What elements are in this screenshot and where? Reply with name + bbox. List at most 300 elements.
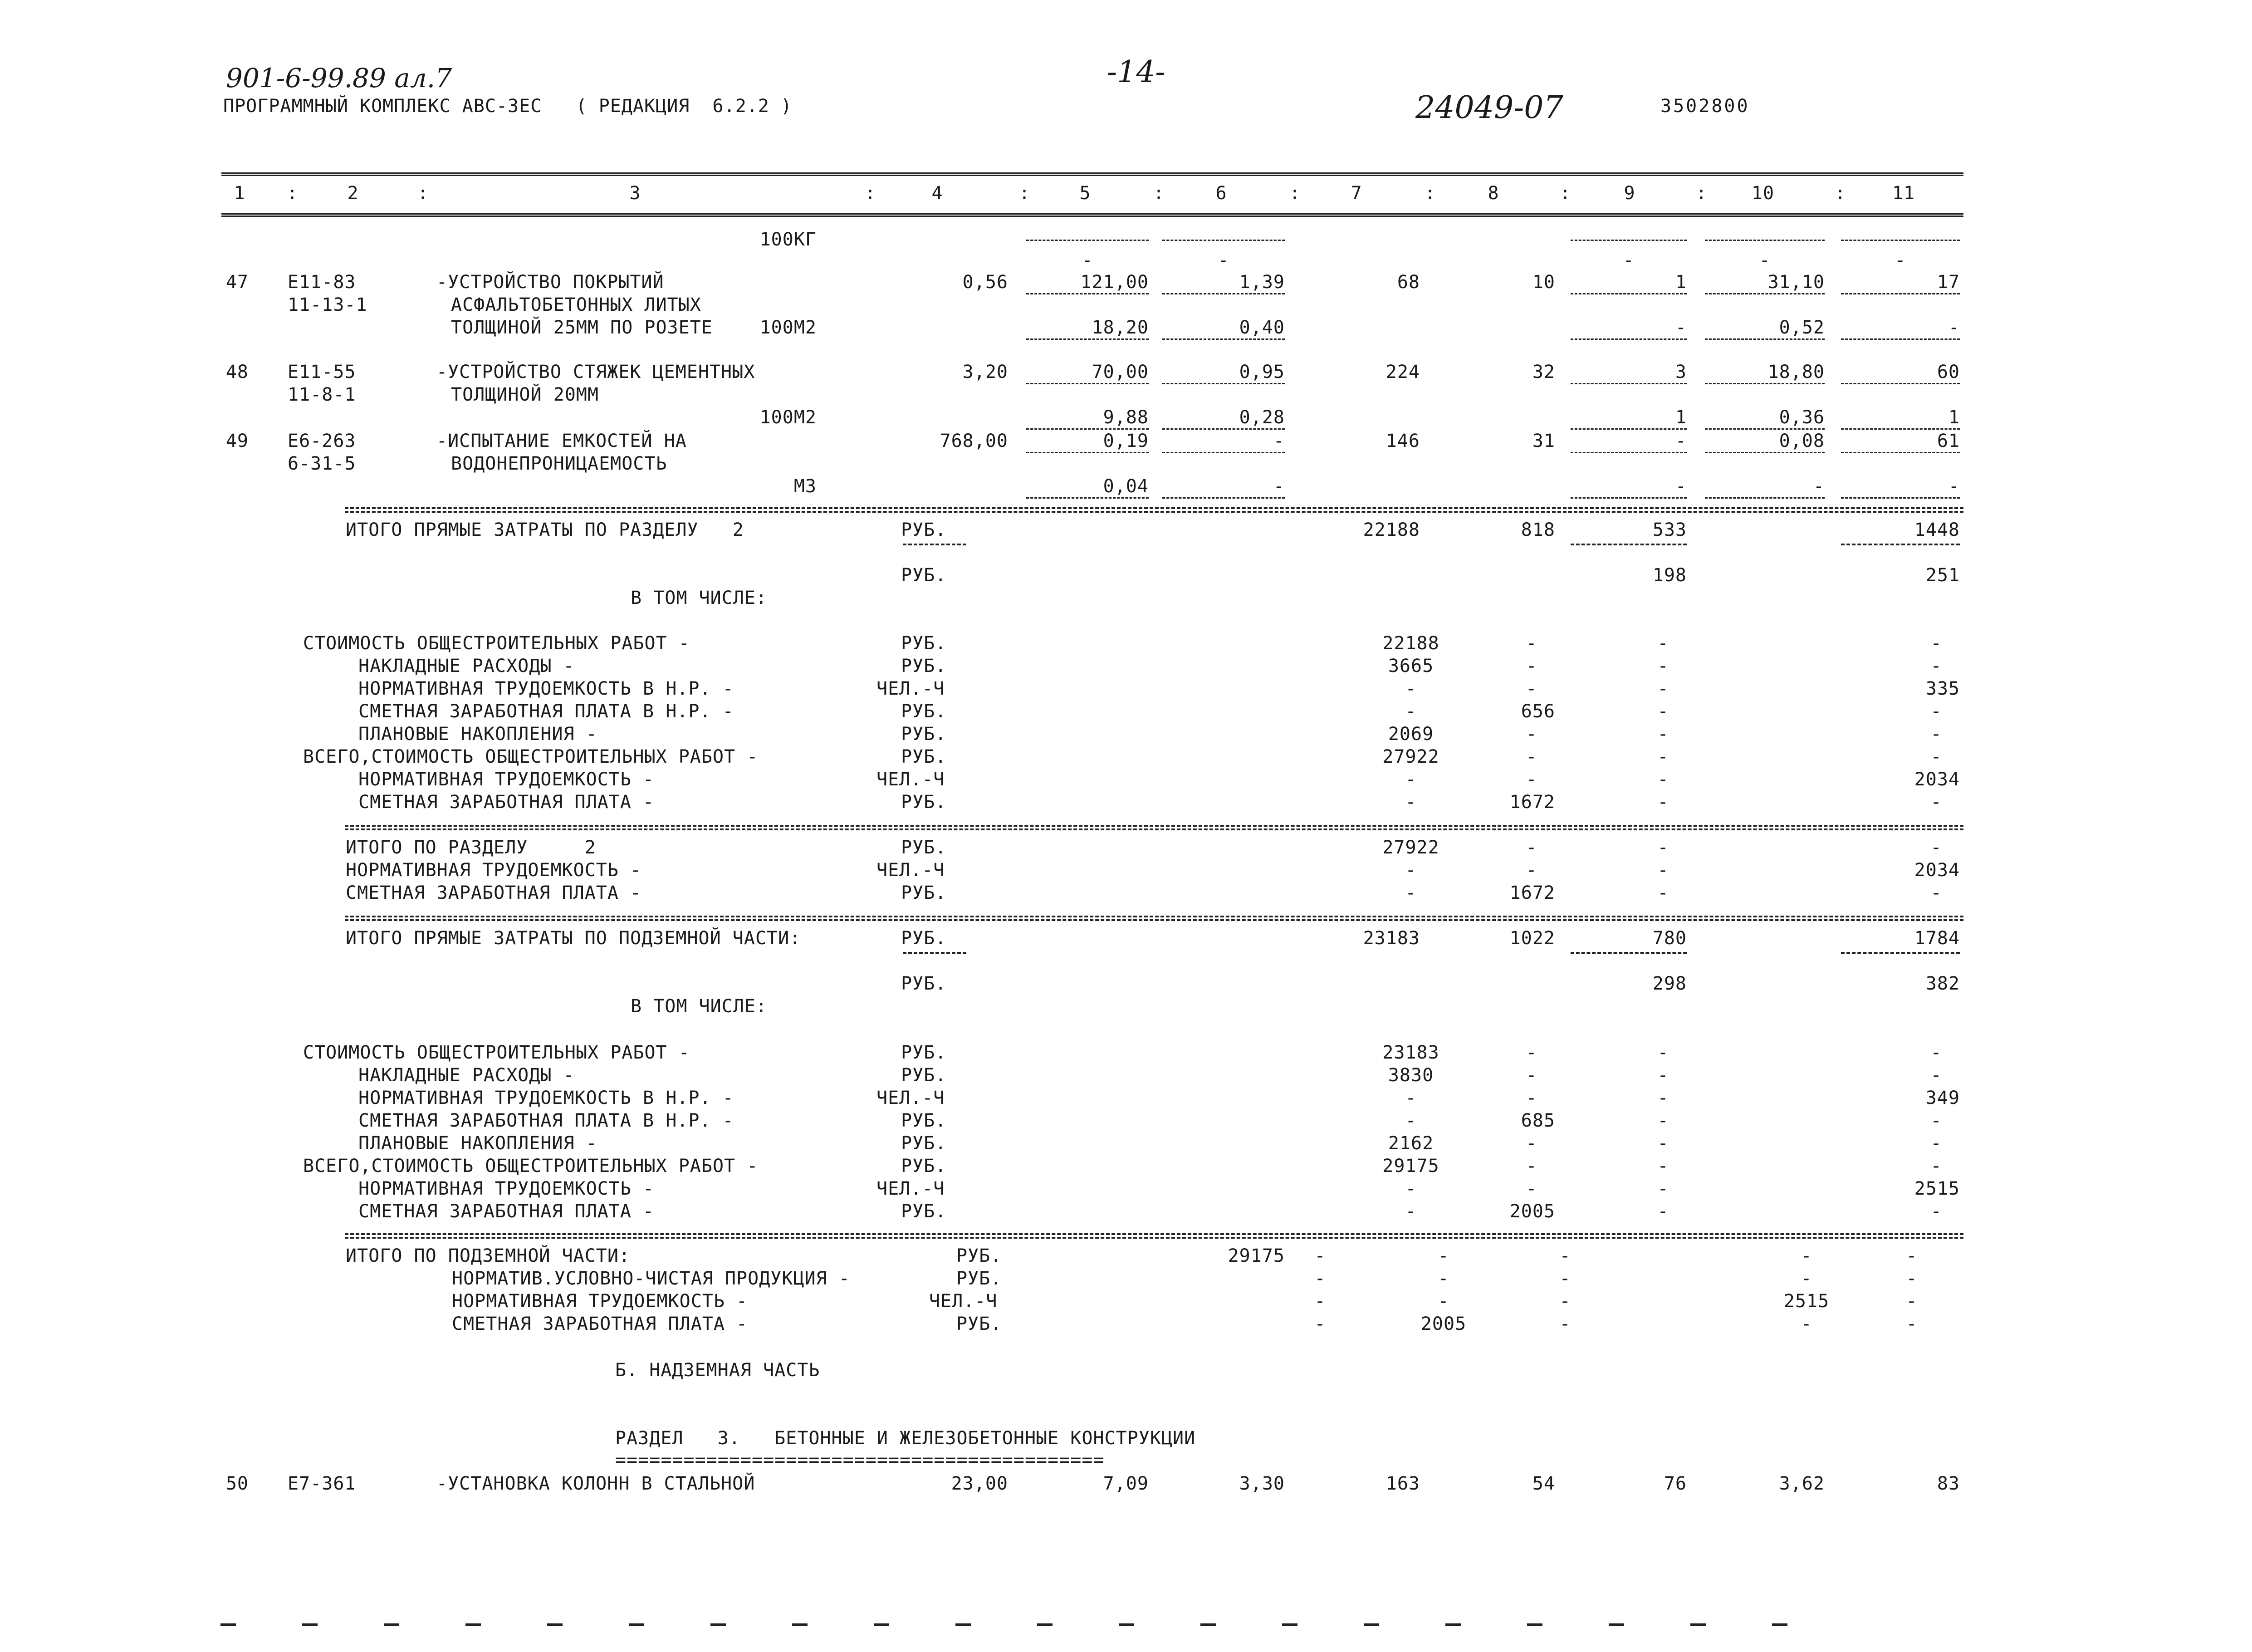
cell-value: 0,28 <box>1239 407 1285 428</box>
item-code: Е11-55 <box>288 362 356 382</box>
itogo-cell: - <box>1657 860 1669 881</box>
item-code: Е6-263 <box>288 431 356 451</box>
cell-rule <box>1026 428 1149 430</box>
itogo-cell: 2034 <box>1914 860 1960 881</box>
breakdown-unit: РУБ. <box>901 724 947 745</box>
cell-rule <box>1571 383 1687 384</box>
underground-total-cell: - <box>1906 1245 1918 1266</box>
breakdown-cell: - <box>1657 1178 1669 1199</box>
handwritten-number: 24049-07 <box>1415 90 1563 126</box>
breakdown-label: НОРМАТИВНАЯ ТРУДОЕМКОСТЬ В Н.Р. - <box>358 678 734 699</box>
column-separator: : <box>287 183 299 204</box>
cell-rule <box>1571 452 1687 453</box>
cell-value: - <box>1948 317 1960 338</box>
column-number-1: 1 <box>234 183 245 204</box>
item-description-line: ВОДОНЕПРОНИЦАЕМОСТЬ <box>451 453 667 474</box>
total-cell: 298 <box>1652 973 1687 994</box>
total-cell: 1022 <box>1509 928 1555 949</box>
underground-total-cell: 2005 <box>1420 1314 1467 1334</box>
breakdown-label: СМЕТНАЯ ЗАРАБОТНАЯ ПЛАТА В Н.Р. - <box>358 701 734 722</box>
column-separator: : <box>1835 183 1846 204</box>
cell-total: 31 <box>1532 431 1555 451</box>
cell-rule <box>1162 383 1285 384</box>
column-separator: : <box>1153 183 1165 204</box>
breakdown-cell: 2515 <box>1914 1178 1960 1199</box>
cell-rule <box>1841 338 1960 340</box>
breakdown-cell: 23183 <box>1382 1042 1439 1063</box>
breakdown-cell: 27922 <box>1382 746 1439 767</box>
cell-value: 18,80 <box>1767 362 1825 382</box>
cell-value: 76 <box>1664 1473 1687 1494</box>
tear-mark <box>710 1623 726 1626</box>
breakdown-cell: - <box>1657 1042 1669 1063</box>
dash-mark: - <box>1895 250 1906 271</box>
cell-price: 7,09 <box>1103 1473 1149 1494</box>
underground-total-cell: - <box>1906 1268 1918 1289</box>
total-unit: РУБ. <box>901 973 947 994</box>
tear-mark <box>955 1623 971 1626</box>
underground-total-unit: РУБ. <box>956 1268 1002 1289</box>
section-3-underline: =========================================== <box>615 1450 1105 1471</box>
breakdown-label: СТОИМОСТЬ ОБЩЕСТРОИТЕЛЬНЫХ РАБОТ - <box>303 633 690 654</box>
breakdown-label: НОРМАТИВНАЯ ТРУДОЕМКОСТЬ - <box>358 1178 655 1199</box>
part-b-heading: Б. НАДЗЕМНАЯ ЧАСТЬ <box>615 1360 820 1381</box>
breakdown-unit: ЧЕЛ.-Ч <box>876 1178 945 1199</box>
breakdown-cell: - <box>1657 656 1669 676</box>
tear-mark <box>874 1623 889 1626</box>
section-rule <box>345 511 1963 513</box>
breakdown-cell: - <box>1930 1110 1942 1131</box>
itogo-cell: - <box>1526 860 1537 881</box>
cell-rule <box>1705 452 1825 453</box>
column-number-7: 7 <box>1351 183 1362 204</box>
breakdown-unit: РУБ. <box>901 633 947 654</box>
breakdown-unit: РУБ. <box>901 1156 947 1176</box>
table-top-rule <box>221 172 1963 176</box>
tear-mark <box>1772 1623 1787 1626</box>
cell-rule <box>1571 497 1687 499</box>
total-cell: 533 <box>1652 520 1687 540</box>
breakdown-cell: - <box>1526 1133 1537 1154</box>
breakdown-cell: - <box>1657 1065 1669 1086</box>
underground-total-cell: - <box>1438 1268 1449 1289</box>
cell-rule <box>1841 544 1960 545</box>
tear-mark <box>1609 1623 1624 1626</box>
breakdown-cell: - <box>1405 701 1417 722</box>
breakdown-unit: РУБ. <box>901 701 947 722</box>
breakdown-cell: 22188 <box>1382 633 1439 654</box>
cell-price: 18,20 <box>1092 317 1149 338</box>
cell-value: 1 <box>1675 272 1687 293</box>
breakdown-label: НАКЛАДНЫЕ РАСХОДЫ - <box>358 656 575 676</box>
cell-total: 54 <box>1532 1473 1555 1494</box>
cell-rule <box>1026 293 1149 294</box>
cell-qty: 23,00 <box>951 1473 1008 1494</box>
column-separator: : <box>1289 183 1301 204</box>
itogo-label: ИТОГО ПО РАЗДЕЛУ 2 <box>346 837 596 858</box>
breakdown-cell: - <box>1526 769 1537 790</box>
tear-mark <box>384 1623 399 1626</box>
total-cell: 23183 <box>1363 928 1420 949</box>
cell-value: - <box>1675 317 1687 338</box>
column-number-2: 2 <box>347 183 359 204</box>
cell-price: 0,19 <box>1103 431 1149 451</box>
breakdown-cell: - <box>1930 633 1942 654</box>
breakdown-cell: - <box>1930 724 1942 745</box>
breakdown-cell: - <box>1930 1065 1942 1086</box>
tear-mark <box>1119 1623 1134 1626</box>
tear-mark <box>465 1623 481 1626</box>
breakdown-label: НАКЛАДНЫЕ РАСХОДЫ - <box>358 1065 575 1086</box>
tear-mark <box>792 1623 808 1626</box>
breakdown-cell: - <box>1930 792 1942 813</box>
breakdown-cell: - <box>1930 701 1942 722</box>
itogo-label: НОРМАТИВНАЯ ТРУДОЕМКОСТЬ - <box>346 860 642 881</box>
column-separator: : <box>417 183 429 204</box>
total-cell: 818 <box>1521 520 1555 540</box>
column-number-8: 8 <box>1488 183 1499 204</box>
section-rule <box>345 916 1963 917</box>
cell-rule <box>1026 452 1149 453</box>
cell-rule <box>1162 338 1285 340</box>
breakdown-cell: - <box>1526 1065 1537 1086</box>
item-subcode: 6-31-5 <box>288 453 356 474</box>
page-number: -14- <box>1107 54 1165 89</box>
underground-total-cell: 2515 <box>1783 1291 1830 1312</box>
total-label: ИТОГО ПРЯМЫЕ ЗАТРАТЫ ПО ПОДЗЕМНОЙ ЧАСТИ: <box>346 928 801 949</box>
itogo-cell: 1672 <box>1509 882 1555 903</box>
breakdown-label: ВСЕГО,СТОИМОСТЬ ОБЩЕСТРОИТЕЛЬНЫХ РАБОТ - <box>303 1156 759 1176</box>
cell-value: 1,39 <box>1239 272 1285 293</box>
cell-price: 70,00 <box>1092 362 1149 382</box>
breakdown-unit: ЧЕЛ.-Ч <box>876 678 945 699</box>
tear-mark <box>1445 1623 1461 1626</box>
breakdown-cell: - <box>1657 1133 1669 1154</box>
in-that-number-label: В ТОМ ЧИСЛЕ: <box>631 588 767 608</box>
underground-total-line: СМЕТНАЯ ЗАРАБОТНАЯ ПЛАТА - <box>452 1314 748 1334</box>
section-rule <box>345 1237 1963 1239</box>
item-number: 47 <box>225 272 249 293</box>
cell-rule <box>1705 383 1825 384</box>
item-description: -УСТРОЙСТВО ПОКРЫТИЙ <box>436 272 664 293</box>
column-separator: : <box>1019 183 1031 204</box>
cell-total: 224 <box>1385 362 1420 382</box>
item-description: -УСТРОЙСТВО СТЯЖЕК ЦЕМЕНТНЫХ <box>436 362 755 382</box>
tear-mark <box>547 1623 563 1626</box>
dash-mark: - <box>1623 250 1635 271</box>
underground-total-cell: - <box>1559 1268 1571 1289</box>
section-rule <box>345 828 1963 830</box>
cell-value: 1 <box>1948 407 1960 428</box>
underground-total-cell: 29175 <box>1228 1245 1285 1266</box>
section-rule <box>345 1233 1963 1235</box>
cell-rule <box>1705 428 1825 430</box>
breakdown-cell: - <box>1526 1042 1537 1063</box>
tear-mark <box>1200 1623 1216 1626</box>
in-that-number-label: В ТОМ ЧИСЛЕ: <box>631 996 767 1017</box>
cell-total: 10 <box>1532 272 1555 293</box>
breakdown-cell: - <box>1930 1133 1942 1154</box>
itogo-unit: ЧЕЛ.-Ч <box>876 860 945 881</box>
breakdown-label: СМЕТНАЯ ЗАРАБОТНАЯ ПЛАТА - <box>358 1201 655 1222</box>
item-code: Е11-83 <box>288 272 356 293</box>
item-unit: 100М2 <box>759 407 817 428</box>
document-code: 901-6-99.89 ал.7 <box>226 63 452 93</box>
cell-total: 163 <box>1385 1473 1420 1494</box>
breakdown-cell: - <box>1657 724 1669 745</box>
cell-rule <box>1162 240 1285 241</box>
tear-mark <box>1527 1623 1542 1626</box>
total-unit: РУБ. <box>901 928 947 949</box>
breakdown-unit: ЧЕЛ.-Ч <box>876 1088 945 1108</box>
breakdown-label: СМЕТНАЯ ЗАРАБОТНАЯ ПЛАТА В Н.Р. - <box>358 1110 734 1131</box>
total-cell: 198 <box>1652 565 1687 586</box>
column-number-6: 6 <box>1215 183 1227 204</box>
cell-rule <box>1162 428 1285 430</box>
underground-total-cell: - <box>1906 1291 1918 1312</box>
breakdown-cell: - <box>1657 746 1669 767</box>
itogo-cell: - <box>1657 882 1669 903</box>
cell-rule <box>1571 240 1687 241</box>
cell-price: 121,00 <box>1080 272 1149 293</box>
cell-price: 0,04 <box>1103 476 1149 497</box>
tear-mark <box>302 1623 318 1626</box>
itogo-cell: - <box>1930 837 1942 858</box>
breakdown-unit: РУБ. <box>901 1110 947 1131</box>
breakdown-cell: - <box>1405 1110 1417 1131</box>
tear-mark <box>1282 1623 1297 1626</box>
breakdown-cell: - <box>1657 1156 1669 1176</box>
breakdown-cell: 2069 <box>1388 724 1434 745</box>
breakdown-cell: - <box>1526 1156 1537 1176</box>
section-3-heading: РАЗДЕЛ 3. БЕТОННЫЕ И ЖЕЛЕЗОБЕТОННЫЕ КОНСТРУКЦИИ <box>615 1428 1196 1449</box>
breakdown-cell: - <box>1930 1201 1942 1222</box>
column-number-11: 11 <box>1892 183 1915 204</box>
cell-value: 17 <box>1937 272 1960 293</box>
breakdown-cell: - <box>1930 746 1942 767</box>
total-cell: 22188 <box>1363 520 1420 540</box>
item-subcode: 11-8-1 <box>288 384 356 405</box>
itogo-cell: 27922 <box>1382 837 1439 858</box>
underground-total-unit: РУБ. <box>956 1314 1002 1334</box>
cell-rule <box>1162 293 1285 294</box>
section-rule <box>345 507 1963 509</box>
breakdown-cell: - <box>1405 769 1417 790</box>
cell-value: 61 <box>1937 431 1960 451</box>
breakdown-cell: - <box>1405 1088 1417 1108</box>
breakdown-unit: ЧЕЛ.-Ч <box>876 769 945 790</box>
breakdown-cell: - <box>1526 724 1537 745</box>
item-code: Е7-361 <box>288 1473 356 1494</box>
total-cell: 1784 <box>1914 928 1960 949</box>
cell-rule <box>1841 383 1960 384</box>
cell-rule <box>903 952 966 954</box>
total-cell: 1448 <box>1914 520 1960 540</box>
cell-total: 68 <box>1397 272 1420 293</box>
item-description-line: АСФАЛЬТОБЕТОННЫХ ЛИТЫХ <box>451 294 701 315</box>
itogo-label: СМЕТНАЯ ЗАРАБОТНАЯ ПЛАТА - <box>346 882 642 903</box>
underground-total-cell: - <box>1559 1291 1571 1312</box>
cell-rule <box>1841 452 1960 453</box>
cell-value: - <box>1675 431 1687 451</box>
stamp-code: 3502800 <box>1660 96 1750 117</box>
itogo-unit: РУБ. <box>901 837 947 858</box>
item-number: 48 <box>225 362 249 382</box>
cell-rule <box>1705 338 1825 340</box>
cell-rule <box>1026 497 1149 499</box>
item-description-line: ТОЛЩИНОЙ 25ММ ПО РОЗЕТЕ <box>451 317 713 338</box>
breakdown-cell: - <box>1405 1178 1417 1199</box>
cell-value: 83 <box>1937 1473 1960 1494</box>
underground-total-cell: - <box>1314 1291 1326 1312</box>
breakdown-cell: - <box>1405 1201 1417 1222</box>
column-number-4: 4 <box>931 183 943 204</box>
total-cell: 382 <box>1925 973 1960 994</box>
cell-rule <box>1162 497 1285 499</box>
column-number-3: 3 <box>629 183 641 204</box>
cell-rule <box>1162 452 1285 453</box>
breakdown-cell: 349 <box>1925 1088 1960 1108</box>
breakdown-unit: РУБ. <box>901 1042 947 1063</box>
itogo-cell: - <box>1526 837 1537 858</box>
underground-total-cell: - <box>1906 1314 1918 1334</box>
item-unit: М3 <box>793 476 817 497</box>
unit-label: 100КГ <box>759 229 817 250</box>
breakdown-cell: - <box>1657 1201 1669 1222</box>
column-number-10: 10 <box>1751 183 1775 204</box>
program-title: ПРОГРАММНЫЙ КОМПЛЕКС АВС-3ЕС ( РЕДАКЦИЯ 6.2.2 ) <box>223 96 793 117</box>
cell-value: 0,08 <box>1779 431 1825 451</box>
breakdown-cell: - <box>1657 792 1669 813</box>
breakdown-cell: - <box>1405 792 1417 813</box>
total-unit: РУБ. <box>901 520 947 540</box>
underground-total-unit: РУБ. <box>956 1245 1002 1266</box>
underground-total-cell: - <box>1438 1245 1449 1266</box>
cell-total: 146 <box>1385 431 1420 451</box>
item-unit: 100М2 <box>759 317 817 338</box>
itogo-cell: - <box>1930 882 1942 903</box>
breakdown-cell: - <box>1526 1088 1537 1108</box>
total-unit: РУБ. <box>901 565 947 586</box>
itogo-unit: РУБ. <box>901 882 947 903</box>
breakdown-cell: 3665 <box>1388 656 1434 676</box>
breakdown-label: СТОИМОСТЬ ОБЩЕСТРОИТЕЛЬНЫХ РАБОТ - <box>303 1042 690 1063</box>
cell-value: 0,36 <box>1779 407 1825 428</box>
cell-rule <box>1571 338 1687 340</box>
underground-total-cell: - <box>1314 1268 1326 1289</box>
tear-mark <box>220 1623 236 1626</box>
cell-price: 9,88 <box>1103 407 1149 428</box>
item-subcode: 11-13-1 <box>288 294 367 315</box>
underground-total-cell: - <box>1314 1314 1326 1334</box>
underground-total-cell: - <box>1801 1268 1812 1289</box>
cell-rule <box>1705 240 1825 241</box>
underground-total-unit: ЧЕЛ.-Ч <box>929 1291 998 1312</box>
breakdown-cell: - <box>1526 678 1537 699</box>
breakdown-cell: - <box>1930 1156 1942 1176</box>
itogo-cell: - <box>1405 860 1417 881</box>
section-rule <box>345 919 1963 921</box>
total-label: ИТОГО ПРЯМЫЕ ЗАТРАТЫ ПО РАЗДЕЛУ 2 <box>346 520 744 540</box>
breakdown-cell: 685 <box>1521 1110 1555 1131</box>
underground-total-cell: - <box>1559 1245 1571 1266</box>
column-separator: : <box>1560 183 1572 204</box>
cell-value: - <box>1948 476 1960 497</box>
breakdown-cell: - <box>1930 1042 1942 1063</box>
cell-qty: 3,20 <box>962 362 1008 382</box>
cell-rule <box>1705 293 1825 294</box>
breakdown-cell: 656 <box>1521 701 1555 722</box>
cell-rule <box>1705 497 1825 499</box>
breakdown-cell: - <box>1526 746 1537 767</box>
breakdown-label: ПЛАНОВЫЕ НАКОПЛЕНИЯ - <box>358 1133 597 1154</box>
breakdown-cell: - <box>1657 701 1669 722</box>
cell-value: 60 <box>1937 362 1960 382</box>
breakdown-cell: 335 <box>1925 678 1960 699</box>
cell-rule <box>1841 497 1960 499</box>
cell-rule <box>1026 383 1149 384</box>
cell-rule <box>1841 428 1960 430</box>
breakdown-unit: РУБ. <box>901 746 947 767</box>
breakdown-unit: РУБ. <box>901 656 947 676</box>
column-number-5: 5 <box>1079 183 1091 204</box>
cell-value: 31,10 <box>1767 272 1825 293</box>
breakdown-cell: - <box>1405 678 1417 699</box>
cell-rule <box>903 544 966 545</box>
column-number-9: 9 <box>1624 183 1635 204</box>
cell-rule <box>1026 240 1149 241</box>
cell-rule <box>1571 952 1687 954</box>
item-description: -УСТАНОВКА КОЛОНН В СТАЛЬНОЙ <box>436 1473 755 1494</box>
breakdown-cell: - <box>1657 1088 1669 1108</box>
item-description-line: ТОЛЩИНОЙ 20ММ <box>451 384 599 405</box>
breakdown-cell: 2034 <box>1914 769 1960 790</box>
underground-total-line: НОРМАТИВНАЯ ТРУДОЕМКОСТЬ - <box>452 1291 748 1312</box>
cell-value: 0,52 <box>1779 317 1825 338</box>
breakdown-cell: - <box>1657 1110 1669 1131</box>
cell-value: - <box>1675 476 1687 497</box>
column-separator: : <box>865 183 876 204</box>
breakdown-cell: - <box>1657 633 1669 654</box>
underground-total-cell: - <box>1801 1314 1812 1334</box>
breakdown-unit: РУБ. <box>901 1133 947 1154</box>
breakdown-cell: - <box>1657 769 1669 790</box>
cell-rule <box>1841 293 1960 294</box>
cell-value: 1 <box>1675 407 1687 428</box>
underground-total-line: НОРМАТИВ.УСЛОВНО-ЧИСТАЯ ПРОДУКЦИЯ - <box>452 1268 850 1289</box>
itogo-cell: - <box>1657 837 1669 858</box>
total-cell: 251 <box>1925 565 1960 586</box>
breakdown-unit: РУБ. <box>901 792 947 813</box>
cell-qty: 768,00 <box>940 431 1008 451</box>
breakdown-cell: - <box>1526 633 1537 654</box>
cell-rule <box>1841 240 1960 241</box>
cell-rule <box>1026 338 1149 340</box>
item-number: 49 <box>225 431 249 451</box>
underground-total-cell: - <box>1314 1245 1326 1266</box>
cell-value: 3,62 <box>1779 1473 1825 1494</box>
breakdown-label: ВСЕГО,СТОИМОСТЬ ОБЩЕСТРОИТЕЛЬНЫХ РАБОТ - <box>303 746 759 767</box>
tear-mark <box>1037 1623 1053 1626</box>
breakdown-cell: - <box>1526 1178 1537 1199</box>
itogo-cell: - <box>1405 882 1417 903</box>
breakdown-cell: 1672 <box>1509 792 1555 813</box>
breakdown-label: НОРМАТИВНАЯ ТРУДОЕМКОСТЬ - <box>358 769 655 790</box>
breakdown-cell: - <box>1657 678 1669 699</box>
breakdown-label: СМЕТНАЯ ЗАРАБОТНАЯ ПЛАТА - <box>358 792 655 813</box>
breakdown-cell: - <box>1526 656 1537 676</box>
breakdown-cell: 29175 <box>1382 1156 1439 1176</box>
